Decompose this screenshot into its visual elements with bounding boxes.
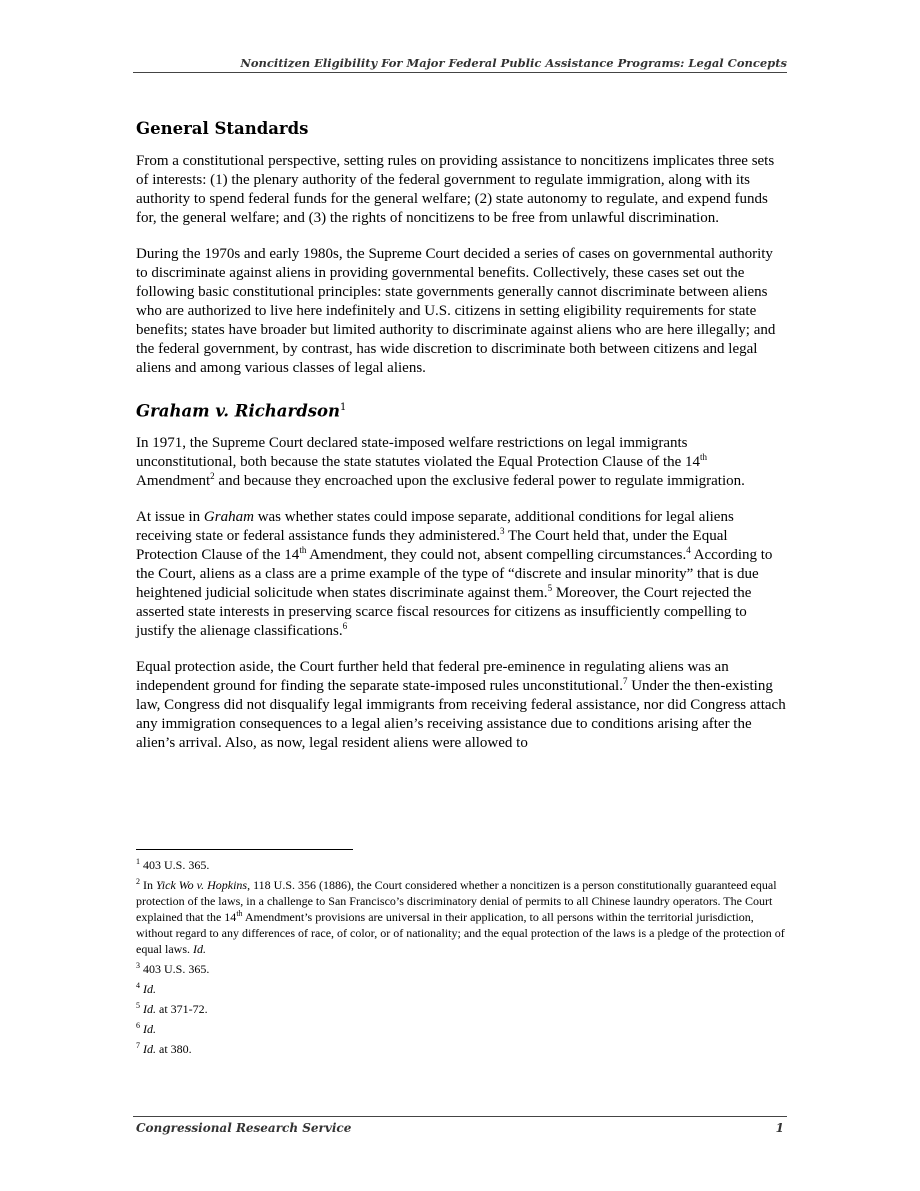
footnote-text: at 380. bbox=[156, 1042, 192, 1056]
text-run: Under the then-existing law, Congress did not disqualify legal immigrants from receiving federal assistance, nor did Congress attach any immigration consequences to a legal alien’s receiving assistance due to conditions arising after the alien’s arrival. Also, as now, legal resident aliens were allowed to bbox=[136, 677, 786, 751]
footnote-number: 2 bbox=[136, 877, 140, 886]
footnote-number: 7 bbox=[136, 1041, 140, 1050]
footnote-6 bbox=[136, 1021, 786, 1037]
section-heading-graham bbox=[136, 396, 786, 424]
ordinal-suffix: th bbox=[236, 909, 243, 918]
text-run: Moreover, the Court rejected the asserted state interests in preserving scarce fiscal resources for citizens as insufficiently compelling to justify the alienage classifications. bbox=[136, 584, 752, 639]
section-heading-general-standards: General Standards bbox=[136, 119, 309, 138]
footnote-ref[interactable]: 4 bbox=[686, 544, 691, 555]
case-name: Yick Wo v. Hopkins bbox=[156, 878, 248, 892]
footnote-7 bbox=[136, 1041, 786, 1057]
paragraph bbox=[136, 508, 786, 641]
citation-id: Id. bbox=[143, 1002, 156, 1016]
citation-id: Id. bbox=[143, 982, 156, 996]
footnote-4 bbox=[136, 981, 786, 997]
text-run: Amendment, they could not, absent compelling circumstances. bbox=[306, 546, 687, 563]
text-run: Amendment bbox=[136, 472, 211, 489]
text-run: Equal protection aside, the Court further held that federal pre-eminence in regulating aliens was an independent ground for finding the separate state-imposed rules unconstitutional. bbox=[136, 658, 729, 694]
citation-id: Id. bbox=[143, 1042, 156, 1056]
footnote-ref[interactable]: 1 bbox=[340, 402, 347, 413]
footnote-text: In bbox=[140, 878, 156, 892]
footnote-ref[interactable]: 2 bbox=[210, 470, 215, 481]
footnote-ref[interactable]: 6 bbox=[342, 620, 348, 631]
footnote-number: 6 bbox=[136, 1021, 140, 1030]
citation-id: Id. bbox=[192, 942, 206, 956]
main-content bbox=[136, 118, 786, 770]
footnote-2 bbox=[136, 877, 786, 957]
footnote-3 bbox=[136, 961, 786, 977]
footnote-text: Amendment’s provisions are universal in their application, to all persons within the territorial jurisdiction, without regard to any differences of race, of color, or of nationality; and the equal protection of the laws is a pledge of the protection of equal laws. bbox=[136, 910, 785, 956]
case-name: Graham bbox=[203, 508, 254, 525]
footnote-ref[interactable]: 7 bbox=[622, 675, 628, 686]
paragraph: During the 1970s and early 1980s, the Supreme Court decided a series of cases on governmental authority to discriminate against aliens in providing governmental benefits. Collectively, these cases set out the following basic constitutional principles: state governments generally cannot discriminate between aliens who are authorized to live here indefinitely and U.S. citizens in setting eligibility requirements for state benefits; states have broader but limited authority to discriminate against aliens who are here illegally; and the federal government, by contrast, has wide discretion to discriminate both between citizens and legal aliens and among various classes of legal aliens. bbox=[136, 246, 776, 376]
page-number: 1 bbox=[775, 1121, 784, 1135]
footnote-5 bbox=[136, 1001, 786, 1017]
text-run: The Court held that, under the Equal Protection Clause of the 14 bbox=[136, 527, 728, 563]
footnote-number: 4 bbox=[136, 981, 140, 990]
footnote-text: , 118 U.S. 356 (1886), the Court considered whether a noncitizen is a person constitutionally guaranteed equal protection of the laws, in a challenge to San Francisco’s discriminatory denial of permits to all Chinese laundry operators. The Court explained that the 14 bbox=[136, 878, 777, 924]
footnote-number: 5 bbox=[136, 1001, 140, 1010]
paragraph: From a constitutional perspective, setting rules on providing assistance to noncitizens implicates three sets of interests: (1) the plenary authority of the federal government to regulate immigration, along with its authority to spend federal funds for the general welfare; (2) state autonomy to regulate, and expend funds for, the general welfare; and (3) the rights of noncitizens to be free from unlawful discrimination. bbox=[136, 153, 775, 226]
footnote-1 bbox=[136, 857, 786, 873]
footnote-text: 403 U.S. 365. bbox=[140, 858, 210, 872]
footnote-ref[interactable]: 5 bbox=[547, 582, 553, 593]
running-header: Noncitizen Eligibility For Major Federal Public Assistance Programs: Legal Concepts bbox=[133, 56, 787, 73]
ordinal-suffix: th bbox=[700, 451, 708, 462]
footnote-ref[interactable]: 3 bbox=[500, 525, 505, 536]
heading-text: Graham v. Richardson bbox=[136, 401, 341, 421]
footer-divider bbox=[133, 1116, 787, 1117]
text-run: At issue in bbox=[136, 508, 204, 525]
paragraph bbox=[136, 434, 786, 491]
footnotes bbox=[136, 857, 786, 1061]
citation-id: Id. bbox=[143, 1022, 156, 1036]
footnote-number: 3 bbox=[136, 961, 140, 970]
ordinal-suffix: th bbox=[299, 544, 307, 555]
footer-publisher: Congressional Research Service bbox=[136, 1121, 352, 1135]
footnote-text: 403 U.S. 365. bbox=[140, 962, 210, 976]
text-run: was whether states could impose separate, additional conditions for legal aliens receiving state or federal assistance funds they administered. bbox=[136, 508, 734, 544]
text-run: In 1971, the Supreme Court declared state-imposed welfare restrictions on legal immigrants unconstitutional, both because the state statutes violated the Equal Protection Clause of the 14 bbox=[136, 434, 701, 470]
text-run: According to the Court, aliens as a class are a prime example of the type of “discrete and insular minority” that is due heightened judicial solicitude when states discriminate against them. bbox=[136, 546, 773, 601]
paragraph bbox=[136, 658, 786, 753]
footnote-number: 1 bbox=[136, 857, 140, 866]
text-run: and because they encroached upon the exclusive federal power to regulate immigration. bbox=[214, 472, 745, 489]
footnote-text: at 371-72. bbox=[156, 1002, 208, 1016]
footnote-divider bbox=[136, 849, 353, 850]
